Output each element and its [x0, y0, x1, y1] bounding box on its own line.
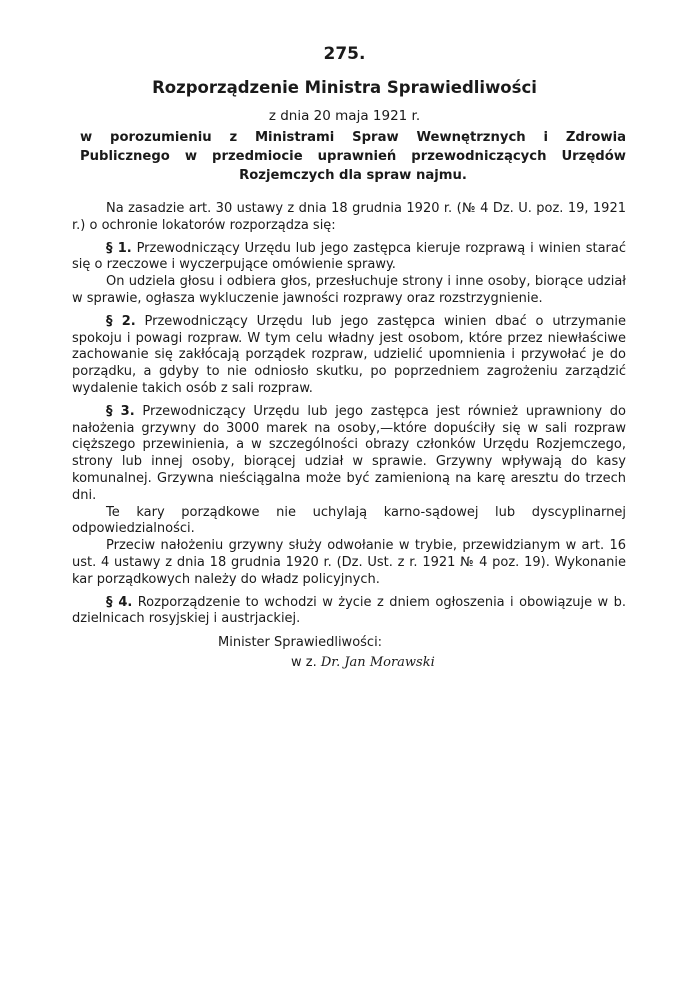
section-4-paragraph	[72, 595, 626, 629]
section-3-text: Przewodniczący Urzędu lub jego zastępca jest również uprawniony do nałożenia grzywny do 3000 marek na osoby,—które dopuściły się w sali rozpraw cięższego przewinienia, a w szczególności obrazy członków Urzędu Rozjemczego, strony lub innej osoby, biorącej udział w sprawie. Grzywny wpływają do kasy komunalnej. Grzywna nieściągalna może być zamienioną na karę aresztu do trzech dni.	[72, 403, 626, 503]
document-title: Rozporządzenie Ministra Sprawiedliwości	[152, 78, 537, 97]
section-3-paragraph-3: Przeciw nałożeniu grzywny służy odwołanie w trybie, przewidzianym w art. 16 ust. 4 ustawy z dnia 18 grudnia 1920 r. (Dz. Ust. z r. 1921 № 4 poz. 19). Wykonanie kar porządkowych należy do władz policyjnych.	[72, 538, 626, 587]
section-3-marker: § 3.	[106, 403, 135, 419]
signature-name: Dr. Jan Morawski	[320, 655, 435, 670]
preamble-paragraph: Na zasadzie art. 30 ustawy z dnia 18 grudnia 1920 r. (№ 4 Dz. U. poz. 19, 1921 r.) o ochronie lokatorów rozporządza się:	[72, 201, 626, 233]
section-1-marker: § 1.	[106, 240, 132, 256]
section-4-text: Rozporządzenie to wchodzi w życie z dniem ogłoszenia i obowiązuje w b. dzielnicach rosyjskiej i austrjackiej.	[72, 594, 626, 627]
document-date: z dnia 20 maja 1921 r.	[268, 108, 421, 124]
act-number: 275.	[323, 44, 366, 64]
signature-title: Minister Sprawiedliwości:	[218, 635, 383, 650]
signature-name-line	[291, 655, 435, 670]
section-1-paragraph-2: On udziela głosu i odbiera głos, przesłuchuje strony i inne osoby, biorące udział w sprawie, ogłasza wykluczenie jawności rozprawy oraz rozstrzygnienie.	[72, 274, 626, 306]
signature-prefix: w z.	[291, 655, 317, 670]
section-2-paragraph	[72, 314, 626, 398]
section-1-paragraph	[72, 241, 626, 275]
document-body	[72, 201, 626, 634]
section-4-marker: § 4.	[106, 594, 133, 610]
section-2-text: Przewodniczący Urzędu lub jego zastępca winien dbać o utrzymanie spokoju i powagi rozpraw. W tym celu władny jest osobom, które przez niewłaściwe zachowanie się zakłócają porządek rozpraw, udzielić upomnienia i przywołać je do porządku, a gdyby to nie odniosło skutku, po poprzedniem zagrożeniu zarządzić wydalenie takich osób z sali rozpraw.	[72, 313, 627, 396]
section-2-marker: § 2.	[106, 313, 136, 329]
section-3-paragraph-2: Te kary porządkowe nie uchylają karno-sądowej lub dyscyplinarnej odpowiedzialności.	[72, 504, 626, 537]
section-1-text: Przewodniczący Urzędu lub jego zastępca kieruje rozprawą i winien starać się o rzeczowe i wyczerpujące omówienie sprawy.	[72, 240, 626, 273]
section-3-paragraph	[72, 404, 626, 505]
document-subtitle: w porozumieniu z Ministrami Spraw Wewnętrznych i Zdrowia Publicznego w przedmiocie uprawnień przewodniczących Urzędów Rozjemczych dla spraw najmu.	[80, 130, 626, 183]
